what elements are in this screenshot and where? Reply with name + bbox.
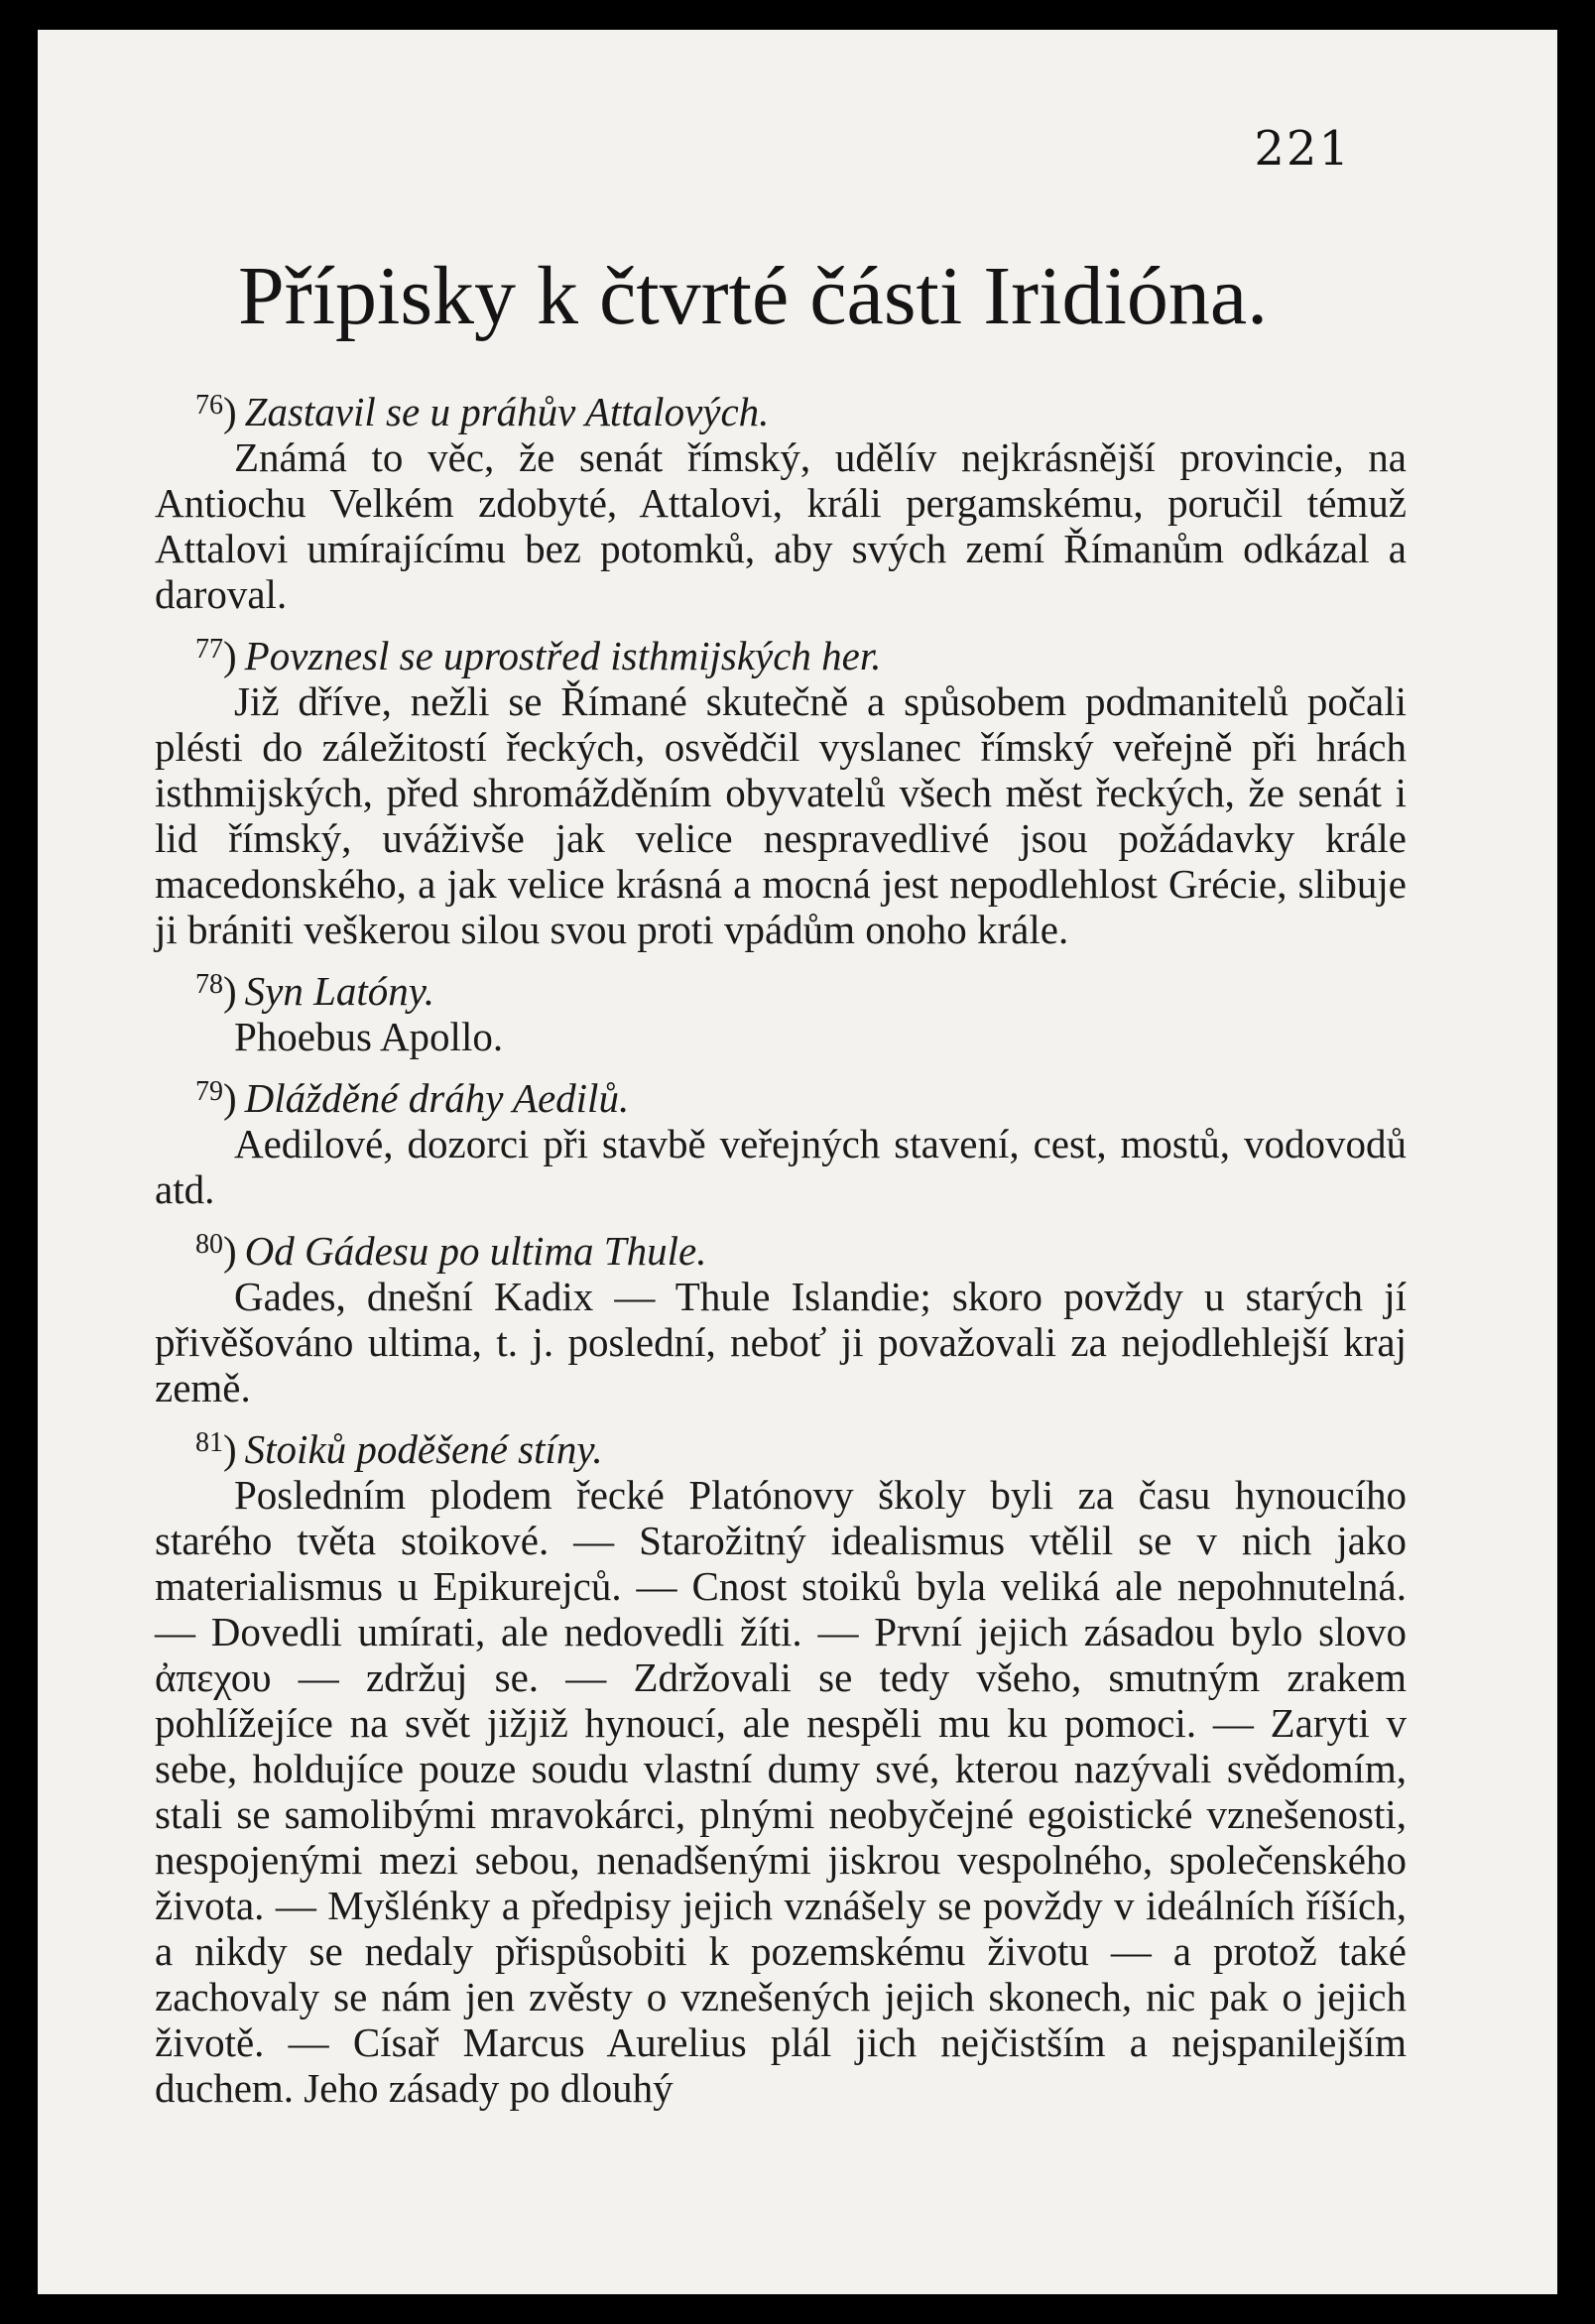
note-76 <box>155 383 1407 617</box>
note-body: Posledním plodem řecké Platónovy školy byli za času hynoucího starého tvěta stoikové. — Starožitný idealismus vtělil se v nich jako materialismus u Epikurejců. — Cnost stoiků byla veliká ale nepohnutelná. — Dovedli umírati, ale nedovedli žíti. — První jejich zásadou bylo slovo ἀπεχου — zdržuj se. — Zdržovali se tedy všeho, smutným zrakem pohlížejíce na svět jižjiž hynoucí, ale nespěli mu ku pomoci. — Zaryti v sebe, holdujíce pouze soudu vlastní dumy své, kterou nazývali svědomím, stali se samolibými mravokárci, plnými neobyčejné egoistické vznešenosti, nespojenými mezi sebou, nenadšenými jiskrou vespolného, společenského života. — Myšlénky a předpisy jejich vznášely se povždy v ideálních říších, a nikdy se nedaly přispůsobiti k pozemskému životu — a protož také zachovaly se nám jen zvěsty o vznešených jejich skonech, nic pak o jejich životě. — Císař Marcus Aurelius plál jich nejčistším a nejspanilejším duchem. Jeho zásady po dlouhý <box>155 1472 1407 2111</box>
notes-list <box>155 383 1407 2121</box>
note-number: 80 <box>195 1229 223 1260</box>
note-heading-text: Zastavil se u práhův Attalových. <box>244 389 770 434</box>
note-number: 81 <box>195 1427 223 1458</box>
note-80 <box>155 1222 1407 1410</box>
note-body: Aedilové, dozorci při stavbě veřejných stavení, cest, mostů, vodovodů atd. <box>155 1121 1407 1212</box>
note-79 <box>155 1069 1407 1212</box>
note-heading: $^{79}$) Dlážděné dráhy Aedilů. <box>195 1075 630 1121</box>
page-number: 221 <box>1254 121 1351 177</box>
note-heading-text: Od Gádesu po ultima Thule. <box>244 1228 707 1274</box>
note-body: Phoebus Apollo. <box>234 1014 504 1059</box>
note-78 <box>155 962 1407 1059</box>
note-heading: $^{78}$) Syn Latóny. <box>195 968 434 1014</box>
note-77 <box>155 627 1407 952</box>
page-title: Přípisky k čtvrté části Iridióna. <box>238 250 1269 342</box>
note-number: 78 <box>195 969 223 1000</box>
note-body: Známá to věc, že senát římský, udělív nejkrásnější provincie, na Antiochu Velkém zdobyté, Attalovi, králi pergamskému, poručil témuž Attalovi umírajícímu bez potomků, aby svých zemí Římanům odkázal a daroval. <box>155 434 1407 617</box>
note-number: 77 <box>195 634 223 665</box>
note-number: 79 <box>195 1076 223 1107</box>
note-heading-text: Dlážděné dráhy Aedilů. <box>244 1075 630 1121</box>
note-number: 76 <box>195 390 223 421</box>
note-heading-text: Syn Latóny. <box>244 968 434 1014</box>
note-body: Již dříve, nežli se Římané skutečně a spůsobem podmanitelů počali plésti do záležitostí řeckých, osvědčil vyslanec římský veřejně při hrách isthmijských, před shromážděním obyvatelů všech měst řeckých, že senát i lid římský, uváživše jak velice nespravedlivé jsou požádavky krále macedonského, a jak velice krásná a mocná jest nepodlehlost Grécie, slibuje ji brániti veškerou silou svou proti vpádům onoho krále. <box>155 678 1407 952</box>
book-page <box>38 30 1557 2294</box>
note-81 <box>155 1420 1407 2111</box>
note-heading: $^{77}$) Povznesl se uprostřed isthmijských her. <box>195 633 882 678</box>
note-heading: $^{81}$) Stoiků poděšené stíny. <box>195 1426 603 1472</box>
note-heading-text: Povznesl se uprostřed isthmijských her. <box>244 633 882 678</box>
note-heading: $^{80}$) Od Gádesu po ultima Thule. <box>195 1228 707 1274</box>
note-heading-text: Stoiků poděšené stíny. <box>244 1426 603 1472</box>
note-body: Gades, dnešní Kadix — Thule Islandie; skoro povždy u starých jí přivěšováno ultima, t. j. poslední, neboť ji považovali za nejodlehlejší kraj země. <box>155 1274 1407 1410</box>
note-heading: $^{76}$) Zastavil se u práhův Attalových. <box>195 389 770 434</box>
